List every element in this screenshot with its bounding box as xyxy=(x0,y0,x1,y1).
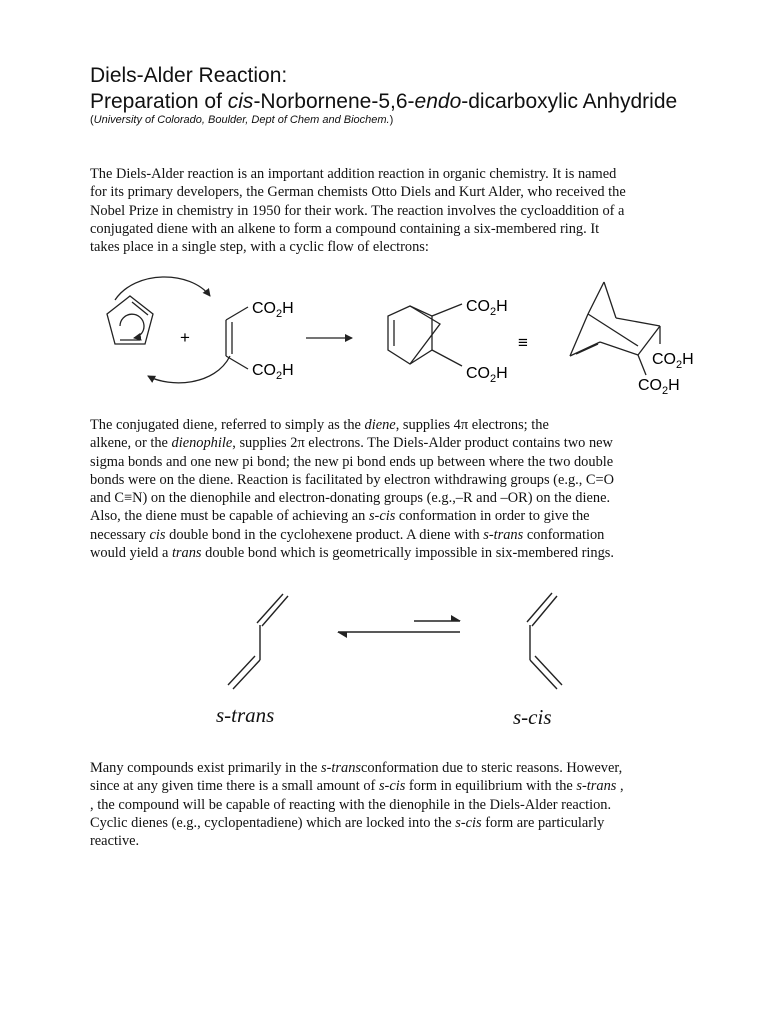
s-cis-label: s-cis xyxy=(513,705,552,729)
paragraph-line: Many compounds exist primarily in the s-transconformation due to steric reasons. However, xyxy=(90,760,623,776)
paragraph-line: since at any given time there is a small amount of s-cis form in equilibrium with the s-trans , xyxy=(90,778,624,795)
paragraph-line: reactive. xyxy=(90,833,140,850)
intro-paragraph xyxy=(90,165,702,256)
document-title: Diels-Alder Reaction: xyxy=(90,64,288,87)
subtitle-endo: endo xyxy=(414,90,462,113)
s-trans-label: s-trans xyxy=(216,703,275,727)
paragraph-line: Also, the diene must be capable of achieving an s-cis conformation in order to give the xyxy=(90,508,590,525)
diene-paragraph xyxy=(90,416,702,562)
source-citation xyxy=(90,113,393,127)
s-trans-butadiene xyxy=(228,594,288,689)
paragraph-line: for its primary developers, the German chemists Otto Diels and Kurt Alder, who received the xyxy=(90,184,626,201)
paragraph-line: alkene, or the dienophile, supplies 2π electrons. The Diels-Alder product contains two new xyxy=(90,435,613,452)
subtitle-prefix: Preparation of xyxy=(90,90,228,113)
subtitle-suffix: -dicarboxylic Anhydride xyxy=(461,90,678,113)
cyclopentadiene-structure xyxy=(107,296,153,344)
paragraph-line: conjugated diene with an alkene to form a compound containing a six-membered ring. It xyxy=(90,220,600,237)
paragraph-line: , the compound will be capable of reacting with the dienophile in the Diels-Alder reaction. xyxy=(90,796,612,813)
plus-sign: + xyxy=(180,328,190,347)
paragraph-line: and C≡N) on the dienophile and electron-donating groups (e.g.,–R and –OR) on the diene. xyxy=(90,490,611,507)
norbornene-3d-structure xyxy=(570,282,660,375)
paragraph-line: The conjugated diene, referred to simply as the diene, supplies 4π electrons; the xyxy=(90,417,549,433)
maleic-acid-structure xyxy=(226,307,248,369)
document-subtitle xyxy=(90,90,677,114)
co2h-label: $CO_2H$ xyxy=(252,362,294,382)
conformation-equilibrium-scheme xyxy=(0,590,768,700)
electron-flow-arrow-bottom xyxy=(148,356,230,383)
paragraph-line: Nobel Prize in chemistry in 1950 for their work. The reaction involves the cycloaddition of a xyxy=(90,202,625,219)
subtitle-cis: cis xyxy=(227,90,254,113)
source-close-paren: ) xyxy=(389,114,394,126)
source-text: University of Colorado, Boulder, Dept of Chem and Biochem. xyxy=(93,114,390,126)
source-open-paren: ( xyxy=(90,114,94,126)
diels-alder-reaction-scheme xyxy=(0,262,768,412)
equivalence-sign: ≡ xyxy=(518,333,528,352)
steric-paragraph xyxy=(90,759,702,850)
norbornene-product-structure xyxy=(388,304,462,366)
s-cis-butadiene xyxy=(527,593,562,689)
paragraph-line: necessary cis double bond in the cyclohexene product. A diene with s-trans conformation xyxy=(90,526,605,543)
paragraph-line: Cyclic dienes (e.g., cyclopentadiene) which are locked into the s-cis form are particularly xyxy=(90,814,605,831)
co2h-label: $CO_2H$ xyxy=(638,377,680,397)
paragraph-line: would yield a trans double bond which is geometrically impossible in six-membered rings. xyxy=(90,545,614,562)
paragraph-line: sigma bonds and one new pi bond; the new pi bond ends up between where the two double xyxy=(90,453,614,470)
paragraph-line: bonds were on the diene. Reaction is facilitated by electron withdrawing groups (e.g., C=O xyxy=(90,471,615,488)
co2h-label: $CO_2H$ xyxy=(466,298,508,318)
paragraph-line: The Diels-Alder reaction is an important addition reaction in organic chemistry. It is named xyxy=(90,166,617,182)
subtitle-middle: -Norbornene-5,6- xyxy=(253,90,415,113)
paragraph-line: takes place in a single step, with a cyclic flow of electrons: xyxy=(90,239,429,256)
co2h-label: $CO_2H$ xyxy=(466,365,508,385)
co2h-label: $CO_2H$ xyxy=(252,300,294,320)
co2h-label: $CO_2H$ xyxy=(652,351,694,371)
